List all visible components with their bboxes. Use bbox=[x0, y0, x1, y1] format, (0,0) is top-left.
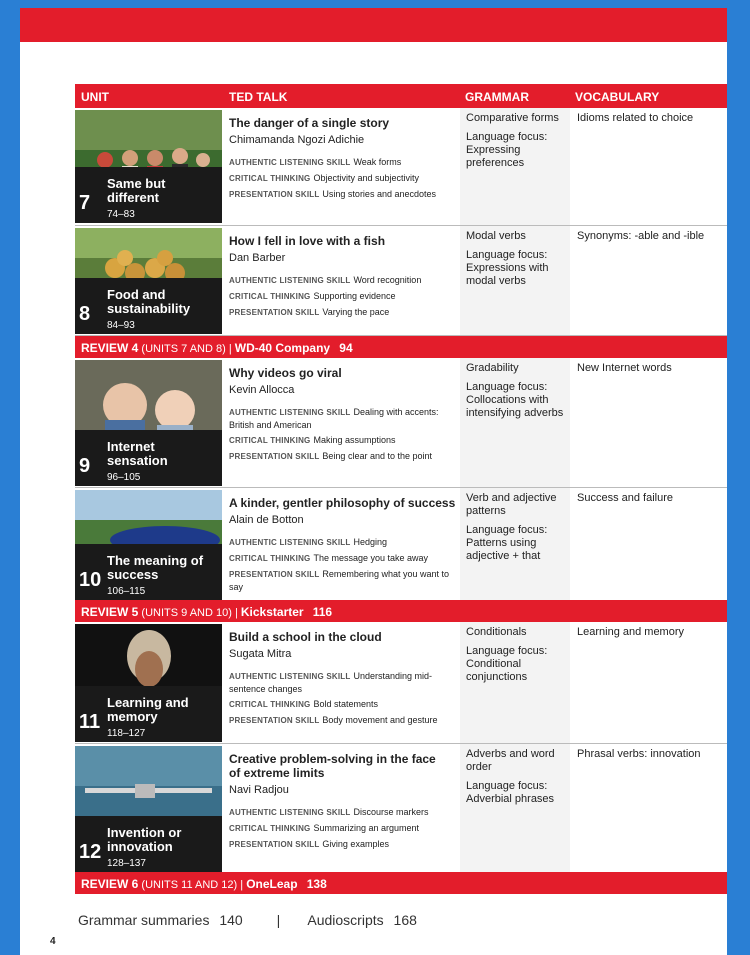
table-header bbox=[75, 84, 727, 108]
unit-row-10 bbox=[75, 488, 727, 600]
unit-pages: 118–127 bbox=[107, 728, 146, 739]
grammar-cell: Adverbs and word order Language focus: Adverbial phrases bbox=[460, 744, 570, 872]
unit-pages: 96–105 bbox=[107, 472, 141, 483]
unit-title: Internet sensation bbox=[107, 439, 168, 468]
skill-listening: AUTHENTIC LISTENING SKILL Discourse markers bbox=[229, 807, 429, 817]
skill-listening: AUTHENTIC LISTENING SKILL Dealing with accents: British and American bbox=[229, 407, 439, 430]
top-band bbox=[20, 8, 727, 42]
skill-presentation: PRESENTATION SKILL Remembering what you want to say bbox=[229, 569, 449, 592]
unit-row-9 bbox=[75, 358, 727, 488]
skill-presentation: PRESENTATION SKILL Using stories and anecdotes bbox=[229, 189, 436, 199]
vocabulary-cell: Synonyms: -able and -ible bbox=[577, 230, 705, 242]
skill-listening: AUTHENTIC LISTENING SKILL Understanding mid-sentence changes bbox=[229, 671, 432, 694]
unit-row-8 bbox=[75, 226, 727, 336]
ted-talk-cell bbox=[229, 752, 457, 854]
ted-title: Why videos go viral bbox=[229, 366, 342, 380]
review-row-4: REVIEW 4 (UNITS 7 AND 8) | WD-40 Company 94 bbox=[75, 336, 727, 358]
ted-talk-cell bbox=[229, 496, 457, 596]
unit-row-11 bbox=[75, 622, 727, 744]
skill-critical: CRITICAL THINKING Objectivity and subjectivity bbox=[229, 173, 420, 183]
vocabulary-cell: Success and failure bbox=[577, 492, 673, 504]
unit-number: 11 bbox=[79, 711, 101, 733]
skill-presentation: PRESENTATION SKILL Being clear and to the point bbox=[229, 451, 432, 461]
skill-presentation: PRESENTATION SKILL Giving examples bbox=[229, 839, 389, 849]
header-grammar: GRAMMAR bbox=[465, 90, 529, 104]
grammar-cell: Comparative forms Language focus: Expressing preferences bbox=[460, 108, 570, 225]
unit-thumbnail bbox=[75, 228, 222, 334]
ted-speaker: Kevin Allocca bbox=[229, 384, 295, 396]
skill-critical: CRITICAL THINKING The message you take away bbox=[229, 553, 429, 563]
skill-listening: AUTHENTIC LISTENING SKILL Word recognition bbox=[229, 275, 422, 285]
page bbox=[20, 8, 727, 955]
unit-label bbox=[75, 686, 222, 742]
unit-title: Same but different bbox=[107, 176, 166, 205]
unit-pages: 74–83 bbox=[107, 209, 135, 220]
unit-pages: 106–115 bbox=[107, 586, 146, 597]
unit-number: 7 bbox=[79, 192, 91, 214]
unit-label bbox=[75, 816, 222, 872]
review-row-6: REVIEW 6 (UNITS 11 AND 12) | OneLeap 138 bbox=[75, 872, 727, 894]
unit-pages: 128–137 bbox=[107, 858, 146, 869]
unit-label bbox=[75, 167, 222, 223]
page-number: 4 bbox=[50, 936, 56, 947]
grammar-cell: Modal verbs Language focus: Expressions with modal verbs bbox=[460, 226, 570, 335]
vocabulary-cell: New Internet words bbox=[577, 362, 672, 374]
ted-speaker: Alain de Botton bbox=[229, 514, 304, 526]
skill-listening: AUTHENTIC LISTENING SKILL Hedging bbox=[229, 537, 387, 547]
unit-number: 12 bbox=[79, 841, 102, 863]
header-unit: UNIT bbox=[81, 90, 109, 104]
header-ted: TED TALK bbox=[229, 90, 288, 104]
unit-thumbnail bbox=[75, 360, 222, 486]
unit-title: The meaning of success bbox=[107, 553, 204, 582]
vocabulary-cell: Phrasal verbs: innovation bbox=[577, 748, 701, 760]
grammar-cell: Conditionals Language focus: Conditional conjunctions bbox=[460, 622, 570, 743]
ted-title: How I fell in love with a fish bbox=[229, 234, 386, 248]
ted-title: Build a school in the cloud bbox=[229, 630, 382, 644]
unit-thumbnail bbox=[75, 490, 222, 600]
footer-grammar: Grammar summaries bbox=[78, 912, 210, 928]
unit-thumbnail bbox=[75, 110, 222, 223]
skill-critical: CRITICAL THINKING Making assumptions bbox=[229, 435, 396, 445]
ted-title: The danger of a single story bbox=[229, 116, 390, 130]
ted-speaker: Sugata Mitra bbox=[229, 648, 292, 660]
ted-talk-cell bbox=[229, 116, 457, 204]
ted-title: Creative problem-solving in the face of extreme limits bbox=[229, 752, 436, 780]
footer-audio-page: 168 bbox=[393, 912, 417, 928]
unit-row-7 bbox=[75, 108, 727, 226]
vocabulary-cell: Idioms related to choice bbox=[577, 112, 694, 124]
unit-row-12 bbox=[75, 744, 727, 872]
header-vocabulary: VOCABULARY bbox=[575, 90, 660, 104]
footer bbox=[78, 912, 423, 928]
skill-presentation: PRESENTATION SKILL Body movement and gesture bbox=[229, 715, 438, 725]
unit-label bbox=[75, 278, 222, 334]
unit-thumbnail bbox=[75, 624, 222, 742]
footer-separator: | bbox=[276, 912, 281, 928]
skill-listening: AUTHENTIC LISTENING SKILL Weak forms bbox=[229, 157, 402, 167]
skill-critical: CRITICAL THINKING Supporting evidence bbox=[229, 291, 396, 301]
skill-critical: CRITICAL THINKING Bold statements bbox=[229, 699, 379, 709]
skill-presentation: PRESENTATION SKILL Varying the pace bbox=[229, 307, 390, 317]
footer-audio: Audioscripts bbox=[307, 912, 384, 928]
grammar-cell: Verb and adjective patterns Language focus: Patterns using adjective + that bbox=[460, 488, 570, 600]
vocabulary-cell: Learning and memory bbox=[577, 626, 685, 638]
ted-speaker: Dan Barber bbox=[229, 252, 286, 264]
review-row-5: REVIEW 5 (UNITS 9 AND 10) | Kickstarter 116 bbox=[75, 600, 727, 622]
ted-talk-cell bbox=[229, 366, 457, 466]
ted-speaker: Chimamanda Ngozi Adichie bbox=[229, 134, 365, 146]
unit-title: Invention or innovation bbox=[107, 825, 182, 854]
unit-label bbox=[75, 544, 222, 600]
footer-grammar-page: 140 bbox=[219, 912, 243, 928]
unit-pages: 84–93 bbox=[107, 320, 135, 331]
contents-table bbox=[75, 84, 727, 894]
unit-label bbox=[75, 430, 222, 486]
unit-number: 9 bbox=[79, 455, 91, 477]
ted-talk-cell bbox=[229, 630, 457, 730]
unit-title: Learning and memory bbox=[107, 695, 189, 724]
unit-thumbnail bbox=[75, 746, 222, 872]
unit-number: 8 bbox=[79, 303, 91, 325]
ted-talk-cell bbox=[229, 234, 457, 322]
skill-critical: CRITICAL THINKING Summarizing an argument bbox=[229, 823, 420, 833]
unit-number: 10 bbox=[79, 569, 102, 591]
grammar-cell: Gradability Language focus: Collocations with intensifying adverbs bbox=[460, 358, 570, 487]
ted-speaker: Navi Radjou bbox=[229, 784, 289, 796]
unit-title: Food and sustainability bbox=[107, 287, 191, 316]
ted-title: A kinder, gentler philosophy of success bbox=[229, 496, 456, 510]
